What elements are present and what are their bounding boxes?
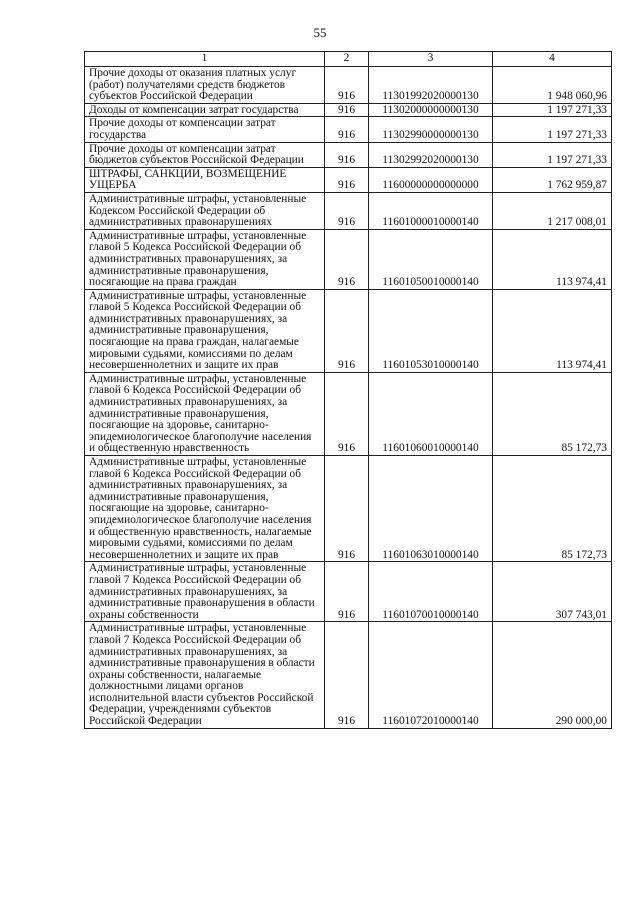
amount-cell: 85 172,73 xyxy=(493,456,612,562)
revenue-name-cell: Административные штрафы, установленные главой 5 Кодекса Российской Федерации об административных правонарушениях, за административные правонарушения, посягающие на права граждан xyxy=(85,229,325,289)
revenue-name-cell: Доходы от компенсации затрат государства xyxy=(85,103,325,117)
budget-code-cell: 11601060010000140 xyxy=(369,372,493,455)
amount-cell: 1 197 271,33 xyxy=(493,117,612,142)
amount-cell: 1 197 271,33 xyxy=(493,103,612,117)
revenue-name-cell: Прочие доходы от оказания платных услуг (работ) получателями средств бюджетов субъектов Российской Федерации xyxy=(85,67,325,104)
column-header-1: 1 xyxy=(85,52,325,67)
budget-code-cell: 11302990000000130 xyxy=(369,117,493,142)
column-number-row xyxy=(85,52,612,67)
amount-cell: 85 172,73 xyxy=(493,372,612,455)
amount-cell: 1 762 959,87 xyxy=(493,167,612,192)
table-row xyxy=(85,167,612,192)
admin-code-cell: 916 xyxy=(325,562,369,622)
column-header-3: 3 xyxy=(369,52,493,67)
table-row xyxy=(85,192,612,229)
budget-code-cell: 11601072010000140 xyxy=(369,622,493,728)
amount-cell: 113 974,41 xyxy=(493,289,612,372)
table-row xyxy=(85,562,612,622)
column-header-2: 2 xyxy=(325,52,369,67)
budget-code-cell: 11601063010000140 xyxy=(369,456,493,562)
amount-cell: 1 948 060,96 xyxy=(493,67,612,104)
amount-cell: 307 743,01 xyxy=(493,562,612,622)
page-number: 55 xyxy=(313,25,327,40)
admin-code-cell: 916 xyxy=(325,372,369,455)
revenue-name-cell: Административные штрафы, установленные главой 6 Кодекса Российской Федерации об административных правонарушениях, за административные правонарушения, посягающие на здоровье, санитарно-эпидемиологическое благополучие населения и общественную нравственность xyxy=(85,372,325,455)
table-row xyxy=(85,456,612,562)
budget-code-cell: 11301992020000130 xyxy=(369,67,493,104)
revenue-name-cell: Административные штрафы, установленные главой 6 Кодекса Российской Федерации об административных правонарушениях, за административные правонарушения, посягающие на здоровье, санитарно-эпидемиологическое благополучие населения и общественную нравственность, налагаемые мировыми судьями, комиссиями по делам несовершеннолетних и защите их прав xyxy=(85,456,325,562)
table-row xyxy=(85,117,612,142)
revenue-name-cell: Административные штрафы, установленные главой 7 Кодекса Российской Федерации об административных правонарушениях, за административные правонарушения в области охраны собственности xyxy=(85,562,325,622)
admin-code-cell: 916 xyxy=(325,622,369,728)
table-row xyxy=(85,289,612,372)
budget-code-cell: 11601053010000140 xyxy=(369,289,493,372)
admin-code-cell: 916 xyxy=(325,67,369,104)
column-header-4: 4 xyxy=(493,52,612,67)
amount-cell: 290 000,00 xyxy=(493,622,612,728)
revenue-name-cell: Прочие доходы от компенсации затрат бюджетов субъектов Российской Федерации xyxy=(85,142,325,167)
revenue-name-cell: Административные штрафы, установленные Кодексом Российской Федерации об административных правонарушениях xyxy=(85,192,325,229)
admin-code-cell: 916 xyxy=(325,229,369,289)
admin-code-cell: 916 xyxy=(325,192,369,229)
amount-cell: 1 217 008,01 xyxy=(493,192,612,229)
budget-code-cell: 11601000010000140 xyxy=(369,192,493,229)
table-row xyxy=(85,622,612,728)
budget-code-cell: 11601070010000140 xyxy=(369,562,493,622)
admin-code-cell: 916 xyxy=(325,142,369,167)
budget-code-cell: 11600000000000000 xyxy=(369,167,493,192)
budget-code-cell: 11302000000000130 xyxy=(369,103,493,117)
revenue-name-cell: Административные штрафы, установленные главой 7 Кодекса Российской Федерации об административных правонарушениях, за административные правонарушения в области охраны собственности, налагаемые должностными лицами органов исполнительной власти субъектов Российской Федерации, учреждениями субъектов Российской Федерации xyxy=(85,622,325,728)
table-row xyxy=(85,67,612,104)
budget-code-cell: 11601050010000140 xyxy=(369,229,493,289)
budget-code-cell: 11302992020000130 xyxy=(369,142,493,167)
admin-code-cell: 916 xyxy=(325,103,369,117)
admin-code-cell: 916 xyxy=(325,289,369,372)
budget-revenue-table xyxy=(84,51,612,729)
table-row xyxy=(85,142,612,167)
table-row xyxy=(85,372,612,455)
amount-cell: 113 974,41 xyxy=(493,229,612,289)
revenue-name-cell: Административные штрафы, установленные главой 5 Кодекса Российской Федерации об административных правонарушениях, за административные правонарушения, посягающие на права граждан, налагаемые мировыми судьями, комиссиями по делам несовершеннолетних и защите их прав xyxy=(85,289,325,372)
amount-cell: 1 197 271,33 xyxy=(493,142,612,167)
table-row xyxy=(85,103,612,117)
revenue-name-cell: Прочие доходы от компенсации затрат государства xyxy=(85,117,325,142)
admin-code-cell: 916 xyxy=(325,167,369,192)
table-row xyxy=(85,229,612,289)
admin-code-cell: 916 xyxy=(325,456,369,562)
admin-code-cell: 916 xyxy=(325,117,369,142)
revenue-name-cell: ШТРАФЫ, САНКЦИИ, ВОЗМЕЩЕНИЕ УЩЕРБА xyxy=(85,167,325,192)
